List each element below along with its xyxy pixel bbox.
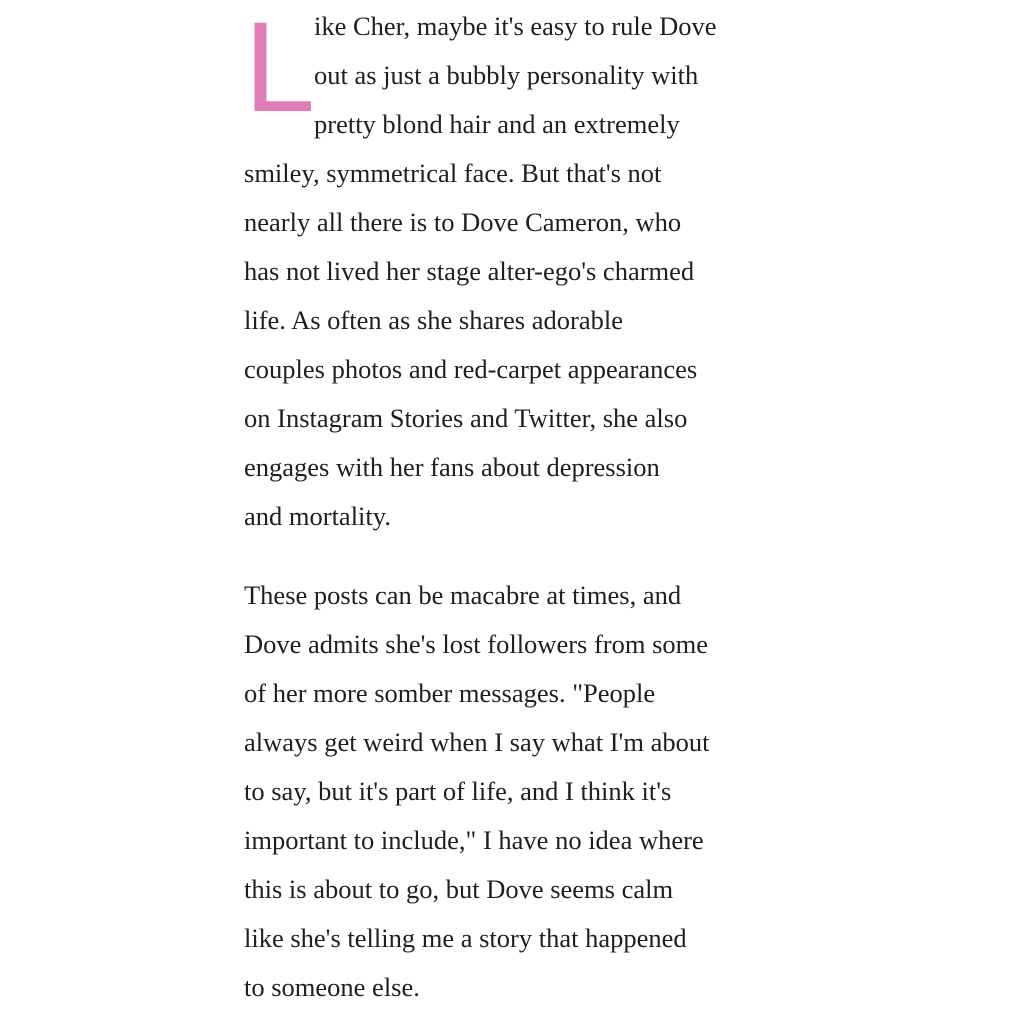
paragraph-line: These posts can be macabre at times, and xyxy=(244,580,682,610)
paragraph-line: this is about to go, but Dove seems calm xyxy=(244,874,674,904)
paragraph-line: pretty blond hair and an extremely xyxy=(314,109,680,139)
paragraph-line: nearly all there is to Dove Cameron, who xyxy=(244,207,682,237)
paragraph-line: Dove admits she's lost followers from some xyxy=(244,629,709,659)
paragraph-line: on Instagram Stories and Twitter, she also xyxy=(244,403,688,433)
paragraph-line: out as just a bubbly personality with xyxy=(314,60,699,90)
paragraph-line: ike Cher, maybe it's easy to rule Dove xyxy=(314,11,717,41)
paragraph-line: smiley, symmetrical face. But that's not xyxy=(244,158,662,188)
paragraph-line: of her more somber messages. "People xyxy=(244,678,656,708)
paragraph-line: important to include," I have no idea where xyxy=(244,825,704,855)
drop-cap: L xyxy=(244,0,316,139)
paragraph-line: life. As often as she shares adorable xyxy=(244,305,623,335)
paragraph-line: like she's telling me a story that happened xyxy=(244,923,687,953)
paragraph-line: always get weird when I say what I'm about xyxy=(244,727,710,757)
paragraph-line: has not lived her stage alter-ego's charmed xyxy=(244,256,695,286)
paragraph-line: and mortality. xyxy=(244,501,391,531)
paragraph-line: to say, but it's part of life, and I think it's xyxy=(244,776,672,806)
paragraph-line: to someone else. xyxy=(244,972,420,1002)
paragraph-line: engages with her fans about depression xyxy=(244,452,660,482)
paragraph-line: couples photos and red-carpet appearances xyxy=(244,354,698,384)
